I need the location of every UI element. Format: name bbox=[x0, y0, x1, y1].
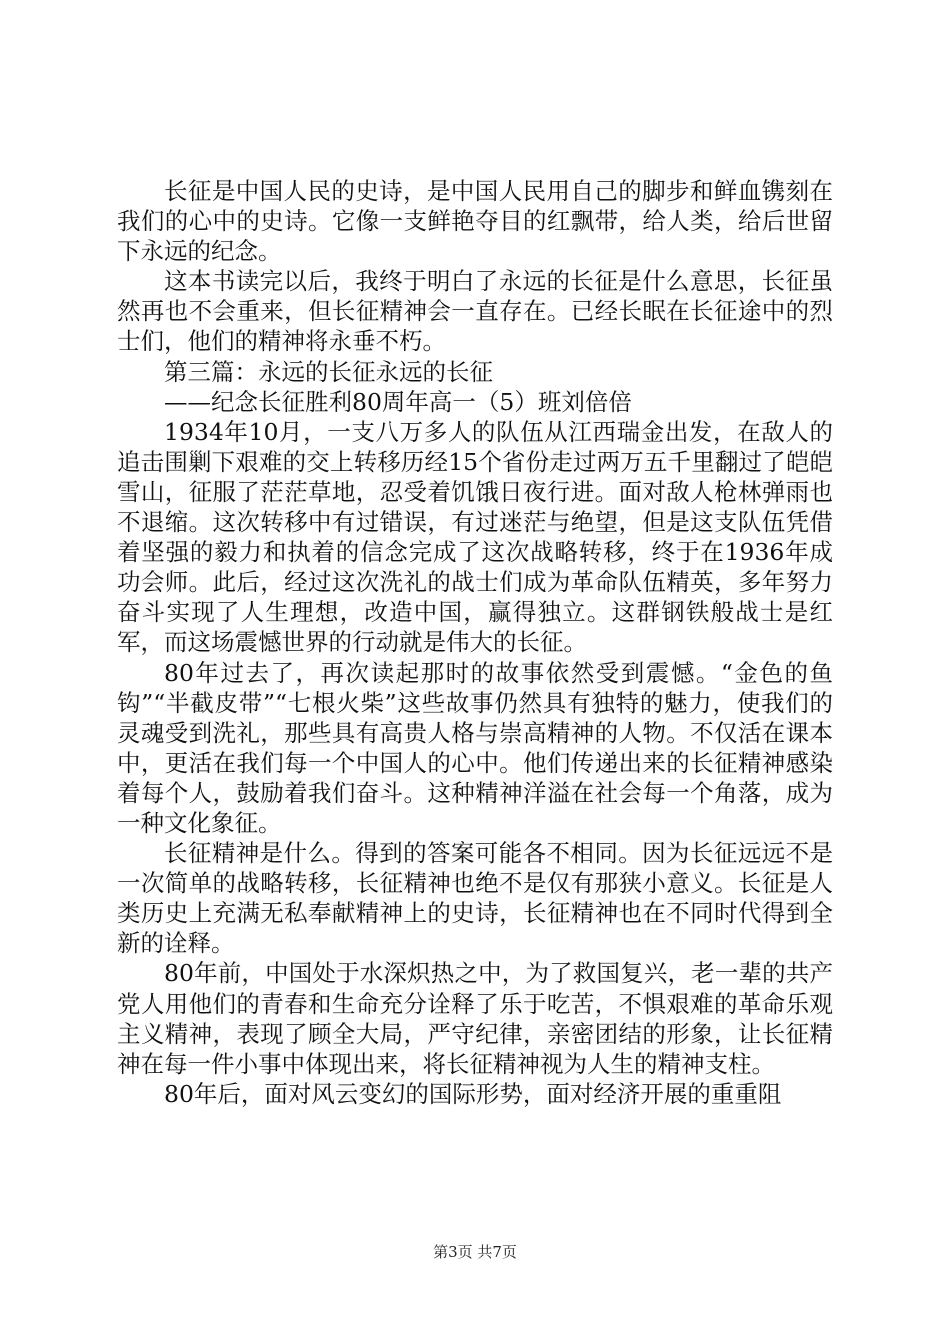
section-subtitle: ——纪念长征胜利80周年高一（5）班刘倍倍 bbox=[164, 387, 632, 416]
section-title: 第三篇：永远的长征永远的长征 bbox=[164, 357, 493, 386]
paragraph-book-reflection: 这本书读完以后，我终于明白了永远的长征是什么意思，长征虽然再也不会重来，但长征精神会一直存在。已经长眠在长征途中的烈士们，他们的精神将永垂不朽。 bbox=[117, 267, 833, 356]
paragraph-80-years-later: 80年后，面对风云变幻的国际形势，面对经济开展的重重阻 bbox=[164, 1079, 782, 1108]
paragraph-spirit-meaning: 长征精神是什么。得到的答案可能各不相同。因为长征远远不是一次简单的战略转移，长征精神也绝不是仅有那狭小意义。长征是人类历史上充满无私奉献精神上的史诗，长征精神也在不同时代得到全新的诠释。 bbox=[117, 839, 833, 958]
document-body bbox=[117, 176, 833, 1109]
paragraph-80-years-ago: 80年前，中国处于水深炽热之中，为了救国复兴，老一辈的共产党人用他们的青春和生命充分诠释了乐于吃苦，不惧艰难的革命乐观主义精神，表现了顾全大局，严守纪律，亲密团结的形象，让长征精神在每一件小事中体现出来，将长征精神视为人生的精神支柱。 bbox=[117, 959, 833, 1078]
paragraph-history-1934: 1934年10月，一支八万多人的队伍从江西瑞金出发，在敌人的追击围剿下艰难的交上转移历经15个省份走过两万五千里翻过了皑皑雪山，征服了茫茫草地，忍受着饥饿日夜行进。面对敌人枪林弹雨也不退缩。这次转移中有过错误，有过迷茫与绝望，但是这支队伍凭借着坚强的毅力和执着的信念完成了这次战略转移，终于在1936年成功会师。此后，经过这次洗礼的战士们成为革命队伍精英，多年努力奋斗实现了人生理想，改造中国，赢得独立。这群钢铁般战士是红军，而这场震憾世界的行动就是伟大的长征。 bbox=[117, 417, 833, 657]
paragraph-intro-epic: 长征是中国人民的史诗，是中国人民用自己的脚步和鲜血镌刻在我们的心中的史诗。它像一支鲜艳夺目的红飘带，给人类，给后世留下永远的纪念。 bbox=[117, 177, 833, 266]
page-number-footer: 第3页 共7页 bbox=[433, 1243, 517, 1261]
paragraph-80-years-stories: 80年过去了，再次读起那时的故事依然受到震憾。“金色的鱼钩”“半截皮带”“七根火柴”这些故事仍然具有独特的魅力，使我们的灵魂受到洗礼，那些具有高贵人格与崇高精神的人物。不仅活在课本中，更活在我们每一个中国人的心中。他们传递出来的长征精神感染着每个人，鼓励着我们奋斗。这种精神洋溢在社会每一个角落，成为一种文化象征。 bbox=[117, 658, 833, 837]
